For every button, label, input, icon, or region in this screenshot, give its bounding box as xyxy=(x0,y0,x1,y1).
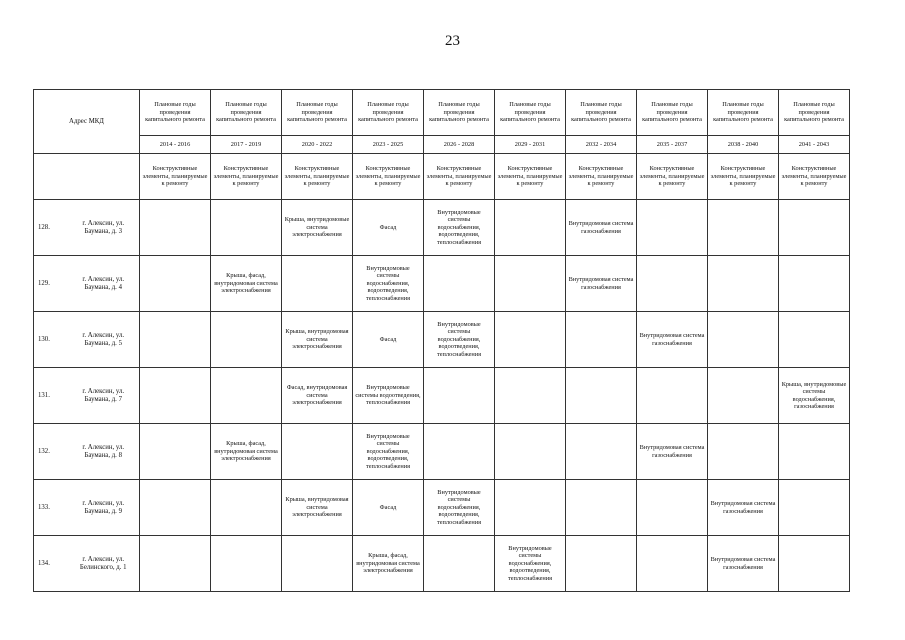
repair-cell: Внутридомовые системы водоснабжения, водоотведения, теплоснабжения xyxy=(495,536,566,592)
planned-years-header: Плановые годы проведения капитального ремонта xyxy=(779,90,850,136)
repair-cell xyxy=(708,312,779,368)
elements-header: Конструктивные элементы, планируемые к ремонту xyxy=(282,154,353,200)
address-cell: г. Алексин, ул. Баумана, д. 9 xyxy=(68,480,140,536)
repair-cell xyxy=(424,368,495,424)
repair-cell: Фасад xyxy=(353,312,424,368)
period-header: 2035 - 2037 xyxy=(637,136,708,154)
repair-cell xyxy=(779,480,850,536)
repair-cell xyxy=(282,424,353,480)
repair-cell xyxy=(566,312,637,368)
period-header: 2038 - 2040 xyxy=(708,136,779,154)
repair-cell xyxy=(495,480,566,536)
repair-cell xyxy=(566,536,637,592)
repair-cell xyxy=(637,480,708,536)
table-row xyxy=(34,200,850,256)
repair-cell xyxy=(140,480,211,536)
address-header-blank xyxy=(34,154,140,200)
repair-cell xyxy=(424,424,495,480)
repair-cell xyxy=(779,312,850,368)
planned-years-header: Плановые годы проведения капитального ремонта xyxy=(424,90,495,136)
repair-cell: Внутридомовая система газоснабжения xyxy=(566,256,637,312)
period-header: 2017 - 2019 xyxy=(211,136,282,154)
table-row xyxy=(34,480,850,536)
repair-cell: Внутридомовая система газоснабжения xyxy=(566,200,637,256)
repair-cell: Крыша, внутридомовые системы водоснабжения, газоснабжения xyxy=(779,368,850,424)
repair-cell xyxy=(779,200,850,256)
page-number: 23 xyxy=(445,33,460,49)
repair-cell: Крыша, внутридомовая система электроснабжения xyxy=(282,480,353,536)
table-row xyxy=(34,312,850,368)
repair-cell xyxy=(495,424,566,480)
repair-cell: Внутридомовая система газоснабжения xyxy=(637,312,708,368)
elements-header: Конструктивные элементы, планируемые к ремонту xyxy=(495,154,566,200)
repair-cell xyxy=(140,256,211,312)
repair-cell xyxy=(211,200,282,256)
address-cell: г. Алексин, ул. Баумана, д. 7 xyxy=(68,368,140,424)
repair-cell xyxy=(566,424,637,480)
row-number: 128. xyxy=(34,200,68,256)
period-header: 2023 - 2025 xyxy=(353,136,424,154)
repair-cell xyxy=(282,536,353,592)
table-row xyxy=(34,424,850,480)
repair-cell: Внутридомовые системы водоснабжения, водоотведения, теплоснабжения xyxy=(424,312,495,368)
repair-cell xyxy=(637,200,708,256)
repair-cell xyxy=(708,256,779,312)
period-header: 2032 - 2034 xyxy=(566,136,637,154)
table-row xyxy=(34,536,850,592)
repair-cell xyxy=(779,424,850,480)
repair-cell: Внутридомовые системы водоснабжения, водоотведения, теплоснабжения xyxy=(353,424,424,480)
repair-cell xyxy=(140,312,211,368)
repair-cell xyxy=(495,368,566,424)
repair-cell xyxy=(779,536,850,592)
repair-cell: Внутридомовая система газоснабжения xyxy=(708,536,779,592)
header-row-planned xyxy=(34,90,850,136)
planned-years-header: Плановые годы проведения капитального ремонта xyxy=(495,90,566,136)
elements-header: Конструктивные элементы, планируемые к ремонту xyxy=(708,154,779,200)
period-header: 2026 - 2028 xyxy=(424,136,495,154)
repair-cell: Крыша, фасад, внутридомовая система электроснабжения xyxy=(353,536,424,592)
elements-header: Конструктивные элементы, планируемые к ремонту xyxy=(424,154,495,200)
repair-cell: Внутридомовые системы водоотведения, теплоснабжения xyxy=(353,368,424,424)
row-number: 129. xyxy=(34,256,68,312)
row-number: 131. xyxy=(34,368,68,424)
elements-header: Конструктивные элементы, планируемые к ремонту xyxy=(140,154,211,200)
repair-cell xyxy=(211,312,282,368)
repair-cell: Фасад xyxy=(353,200,424,256)
address-cell: г. Алексин, ул. Баумана, д. 5 xyxy=(68,312,140,368)
repair-cell xyxy=(566,368,637,424)
repair-cell xyxy=(708,368,779,424)
repair-cell xyxy=(779,256,850,312)
planned-years-header: Плановые годы проведения капитального ремонта xyxy=(353,90,424,136)
repair-cell xyxy=(211,536,282,592)
repair-cell xyxy=(211,480,282,536)
address-header: Адрес МКД xyxy=(34,90,140,154)
repair-cell xyxy=(211,368,282,424)
repair-cell xyxy=(708,424,779,480)
repair-cell: Фасад, внутридомовая система электроснабжения xyxy=(282,368,353,424)
planned-years-header: Плановые годы проведения капитального ремонта xyxy=(708,90,779,136)
elements-header: Конструктивные элементы, планируемые к ремонту xyxy=(566,154,637,200)
address-cell: г. Алексин, ул. Белинского, д. 1 xyxy=(68,536,140,592)
repair-cell xyxy=(424,536,495,592)
address-cell: г. Алексин, ул. Баумана, д. 3 xyxy=(68,200,140,256)
address-cell: г. Алексин, ул. Баумана, д. 4 xyxy=(68,256,140,312)
repair-cell xyxy=(708,200,779,256)
planned-years-header: Плановые годы проведения капитального ремонта xyxy=(566,90,637,136)
repair-cell xyxy=(637,536,708,592)
planned-years-header: Плановые годы проведения капитального ремонта xyxy=(282,90,353,136)
repair-cell: Внутридомовые системы водоснабжения, водоотведения, теплоснабжения xyxy=(424,480,495,536)
repair-cell xyxy=(424,256,495,312)
repair-cell xyxy=(282,256,353,312)
table-row xyxy=(34,368,850,424)
repair-cell: Внутридомовая система газоснабжения xyxy=(708,480,779,536)
repair-cell: Внутридомовые системы водоснабжения, водоотведения, теплоснабжения xyxy=(424,200,495,256)
elements-header: Конструктивные элементы, планируемые к ремонту xyxy=(779,154,850,200)
period-header: 2041 - 2043 xyxy=(779,136,850,154)
repair-cell xyxy=(495,256,566,312)
header-row-periods xyxy=(34,136,850,154)
repair-cell: Внутридомовая система газоснабжения xyxy=(637,424,708,480)
repair-cell xyxy=(495,200,566,256)
repair-cell xyxy=(566,480,637,536)
capital-repair-plan-table xyxy=(33,89,850,592)
period-header: 2014 - 2016 xyxy=(140,136,211,154)
repair-cell xyxy=(637,368,708,424)
repair-cell: Внутридомовые системы водоснабжения, водоотведения, теплоснабжения xyxy=(353,256,424,312)
repair-cell xyxy=(140,536,211,592)
planned-years-header: Плановые годы проведения капитального ремонта xyxy=(637,90,708,136)
repair-cell: Крыша, фасад, внутридомовая система электроснабжения xyxy=(211,256,282,312)
repair-cell xyxy=(140,200,211,256)
repair-cell: Фасад xyxy=(353,480,424,536)
row-number: 130. xyxy=(34,312,68,368)
header-row-elements xyxy=(34,154,850,200)
repair-cell xyxy=(140,424,211,480)
elements-header: Конструктивные элементы, планируемые к ремонту xyxy=(637,154,708,200)
repair-cell: Крыша, внутридомовые система электроснабжения xyxy=(282,200,353,256)
repair-cell: Крыша, фасад, внутридомовая система электроснабжения xyxy=(211,424,282,480)
period-header: 2029 - 2031 xyxy=(495,136,566,154)
repair-cell: Крыша, внутридомовая система электроснабжения xyxy=(282,312,353,368)
planned-years-header: Плановые годы проведения капитального ремонта xyxy=(140,90,211,136)
row-number: 132. xyxy=(34,424,68,480)
repair-cell xyxy=(495,312,566,368)
planned-years-header: Плановые годы проведения капитального ремонта xyxy=(211,90,282,136)
row-number: 134. xyxy=(34,536,68,592)
elements-header: Конструктивные элементы, планируемые к ремонту xyxy=(353,154,424,200)
repair-cell xyxy=(140,368,211,424)
repair-cell xyxy=(637,256,708,312)
elements-header: Конструктивные элементы, планируемые к ремонту xyxy=(211,154,282,200)
address-cell: г. Алексин, ул. Баумана, д. 8 xyxy=(68,424,140,480)
row-number: 133. xyxy=(34,480,68,536)
period-header: 2020 - 2022 xyxy=(282,136,353,154)
table-row xyxy=(34,256,850,312)
